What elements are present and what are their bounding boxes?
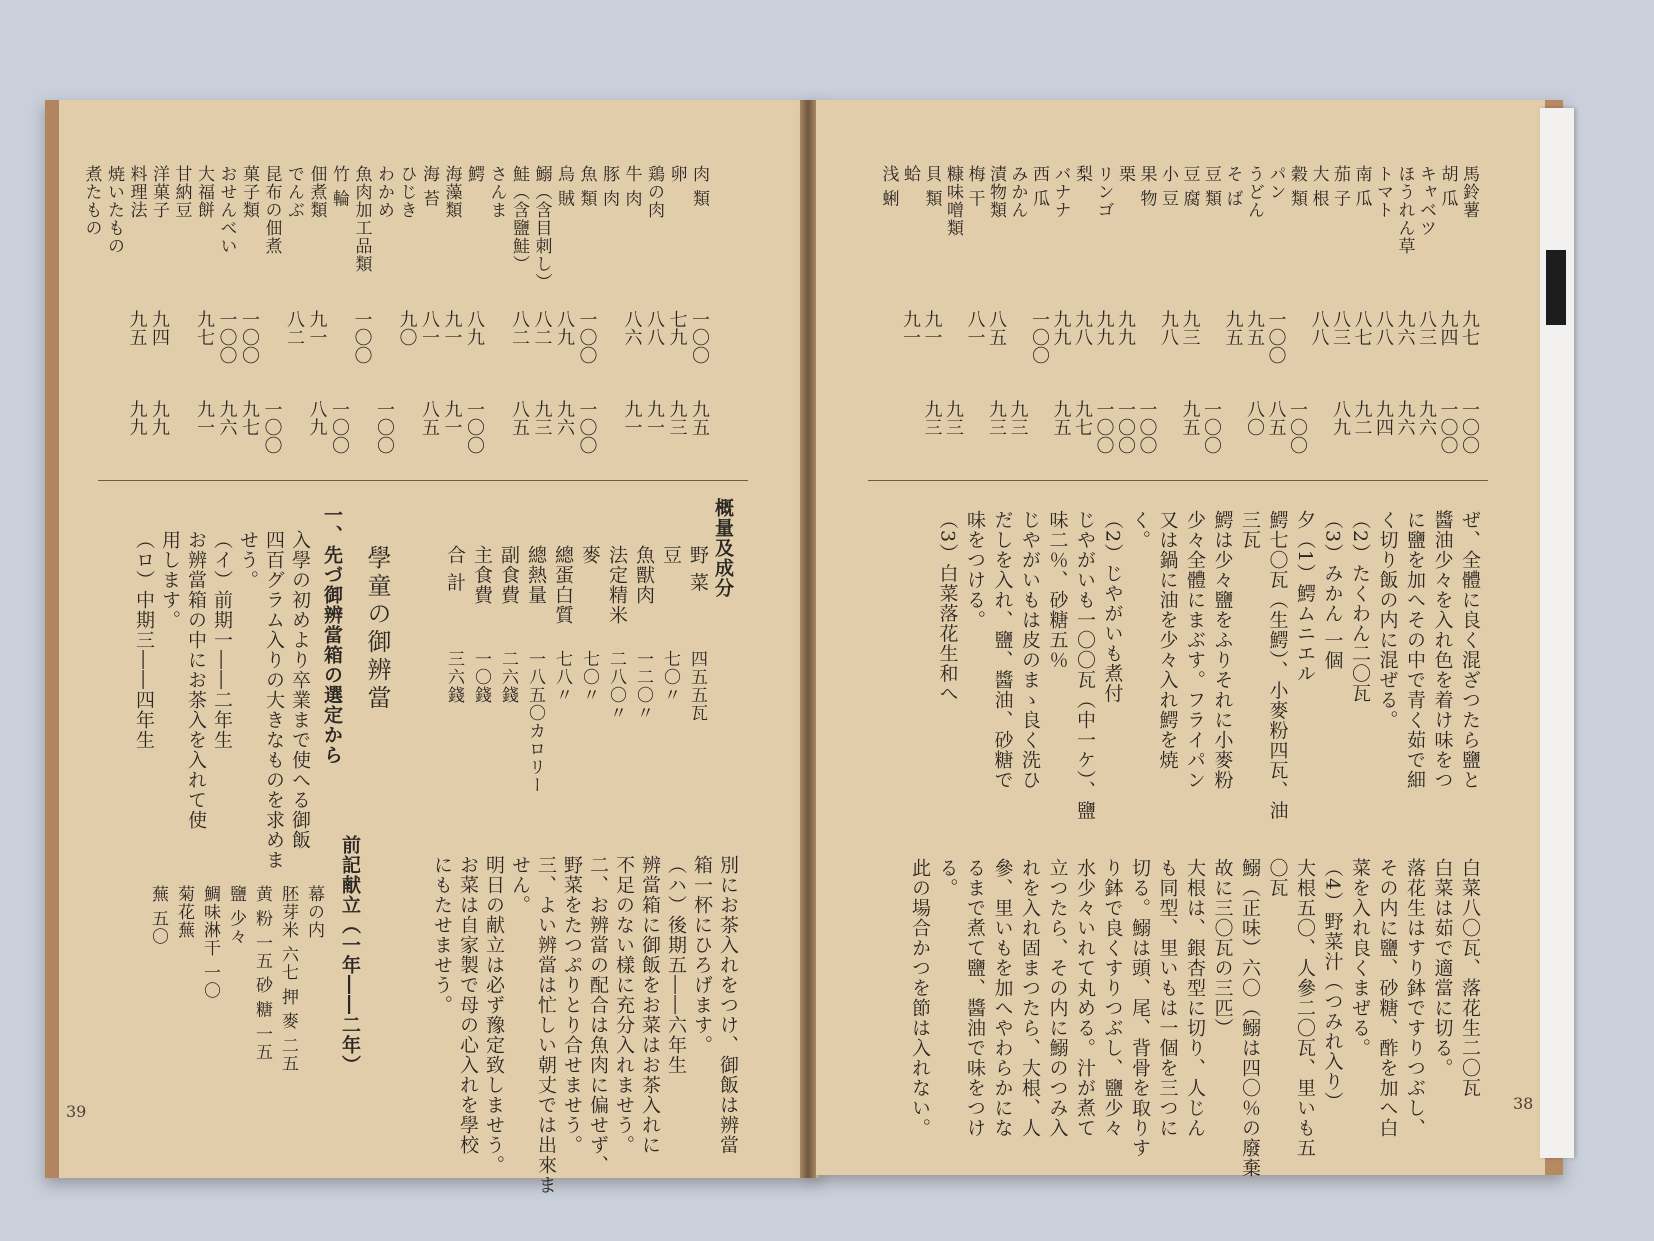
- table-item-label: 昆布の佃煮: [261, 165, 282, 255]
- nutrient-value: 三六錢: [444, 650, 464, 704]
- table-value-b: 九三: [986, 400, 1007, 436]
- table-value-a: 九七: [194, 310, 215, 346]
- menu-item: 蕪 五〇: [148, 885, 168, 946]
- body-text-line: れを入れ固まつたら、大根、人: [1019, 858, 1041, 1138]
- table-item-label: 栗: [1115, 165, 1135, 183]
- table-value-b: 九二: [1351, 400, 1373, 436]
- table-value-a: 九三: [1179, 310, 1201, 346]
- section-heading: 一、先づ御辨當箱の選定から: [321, 505, 343, 765]
- nutrient-label: 合 計: [444, 545, 466, 593]
- body-text-line: 菜を入れ良くまぜる。: [1349, 858, 1371, 1058]
- table-value-a: 八八: [644, 310, 665, 346]
- body-text-line: 又は鍋に油を少々入れ鰐を焼: [1156, 510, 1179, 770]
- table-item-label: 焼いたもの: [104, 165, 124, 255]
- body-text-line: （ロ）中期三――四年生: [133, 530, 155, 750]
- body-text-line: り鉢で良くすりつぶし、鹽少々: [1101, 858, 1124, 1138]
- table-value-a: 一〇〇: [576, 310, 598, 364]
- body-text-line: （2）たくわん二〇瓦: [1349, 510, 1371, 704]
- table-value-b: 九七: [1072, 400, 1093, 436]
- table-item-label: 大福餅: [194, 165, 214, 219]
- body-text-line: 入學の初めより卒業まで使へる御飯: [289, 530, 311, 850]
- body-text-line: お菜は自家製で母の心入れを學校: [457, 855, 479, 1155]
- table-item-label: 料理法: [126, 165, 147, 219]
- body-text-line: にもたせませう。: [431, 855, 453, 1015]
- table-value-b: 一〇〇: [1287, 400, 1308, 454]
- page-number-right: 38: [1513, 1094, 1534, 1113]
- table-value-a: 一〇〇: [216, 310, 238, 364]
- table-item-label: うどん: [1244, 165, 1264, 219]
- table-value-a: 九六: [1394, 310, 1416, 346]
- nutrient-value: 一二〇〃: [633, 650, 653, 722]
- table-item-label: 卵: [666, 165, 687, 183]
- body-text-line: 白菜は茹で適當に切る。: [1431, 858, 1454, 1078]
- table-item-label: 梨: [1072, 165, 1092, 183]
- table-item-label: 鶏の肉: [644, 165, 664, 219]
- table-item-label: 甘納豆: [171, 165, 192, 219]
- table-value-b: 九三: [921, 400, 943, 436]
- table-item-label: 浅 蜊: [878, 165, 899, 208]
- nutrient-value: 二八〇〃: [606, 650, 626, 722]
- table-item-label: 果 物: [1136, 165, 1157, 208]
- body-text-line: 味二％、砂糖五％: [1046, 510, 1069, 670]
- body-text-line: く切り飯の内に混ぜる。: [1376, 510, 1399, 730]
- table-value-b: 八九: [306, 400, 328, 436]
- nutrient-value: 七〇〃: [579, 650, 599, 704]
- table-item-label: 馬鈴薯: [1459, 165, 1479, 219]
- table-item-label: ほうれん草: [1394, 165, 1415, 255]
- table-value-a: 一〇〇: [351, 310, 373, 364]
- table-item-label: 茄 子: [1330, 165, 1350, 208]
- body-text-line: 此の場合かつを節は入れない。: [909, 858, 931, 1138]
- table-value-b: 一〇〇: [1459, 400, 1480, 454]
- table-item-label: 蛤: [900, 165, 920, 183]
- body-text-line: ぜ、全體に良く混ざつたら鹽と: [1459, 510, 1481, 790]
- nutrient-value: 一〇錢: [471, 650, 491, 704]
- table-item-label: 漬物類: [986, 165, 1006, 219]
- table-value-a: 八三: [1416, 310, 1437, 346]
- nutrient-label: 總蛋白質: [552, 545, 574, 625]
- body-text-line: 水少々いれて丸める。汁が煮て: [1074, 858, 1096, 1138]
- body-text-line: 立つたら、その内に鰯のつみ入: [1046, 858, 1069, 1138]
- table-item-label: 海 苔: [419, 165, 439, 208]
- nutrient-value: 四五五瓦: [687, 650, 707, 722]
- nutrient-label: 麥: [579, 545, 601, 565]
- body-text-line: 鰐七〇瓦（生鰐）、小麥粉四瓦、油: [1266, 510, 1289, 821]
- table-value-b: 九三: [1007, 400, 1029, 436]
- table-item-label: 豆 腐: [1179, 165, 1200, 208]
- body-text-line: 醬油少々を入れ色を着け味をつ: [1431, 510, 1454, 790]
- body-text-line: 辨當箱に御飯をお菜はお茶入れに: [639, 855, 661, 1155]
- nutrient-label: 總熱量: [525, 545, 547, 605]
- table-value-a: 九一: [306, 310, 328, 346]
- body-text-line: るまで煮て鹽、醬油で味をつけ: [964, 858, 986, 1138]
- table-item-label: さんま: [486, 165, 507, 219]
- menu-item: 胚芽米 六七 押 麥 二五: [278, 885, 298, 1073]
- body-text-line: 夕（1）鰐ムニエル: [1294, 510, 1316, 684]
- table-item-label: 魚肉加工品類: [351, 165, 372, 273]
- table-item-label: 鮭（含鹽鮭）: [509, 165, 529, 273]
- body-text-line: る。: [936, 858, 959, 898]
- table-value-b: 一〇〇: [1093, 400, 1115, 454]
- table-value-a: 九七: [1459, 310, 1480, 346]
- table-item-label: 菓子類: [239, 165, 259, 219]
- table-value-b: 九六: [216, 400, 238, 436]
- nutrient-value: 七〇〃: [660, 650, 680, 704]
- table-value-a: 八二: [284, 310, 305, 346]
- table-value-a: 一〇〇: [1029, 310, 1050, 364]
- table-item-label: ひじき: [396, 165, 417, 219]
- table-value-a: 九五: [126, 310, 148, 346]
- body-text-line: 大根は、銀杏型に切り、人じん: [1184, 858, 1206, 1138]
- table-item-label: 貝 類: [921, 165, 942, 208]
- right-divider: [868, 480, 1488, 481]
- table-value-b: 九一: [621, 400, 643, 436]
- table-value-a: 八七: [1351, 310, 1373, 346]
- table-value-a: 八二: [531, 310, 553, 346]
- table-value-a: 九〇: [396, 310, 418, 346]
- body-text-line: （イ）前期一――二年生: [211, 530, 233, 750]
- table-value-b: 一〇〇: [329, 400, 350, 454]
- table-item-label: パン: [1265, 165, 1286, 201]
- table-item-label: 煮たもの: [81, 165, 102, 237]
- body-text-line: 切る。鰯は頭、尾、背骨を取りす: [1129, 858, 1151, 1158]
- table-value-b: 一〇〇: [374, 400, 395, 454]
- body-text-line: （ハ）後期五――六年生: [665, 855, 687, 1075]
- nutrition-heading: 概量及成分: [712, 498, 734, 598]
- table-value-a: 八八: [1373, 310, 1394, 346]
- table-value-a: 一〇〇: [239, 310, 260, 364]
- table-item-label: バナナ: [1050, 165, 1071, 219]
- body-text-line: せう。: [237, 530, 259, 590]
- table-value-b: 一〇〇: [1115, 400, 1136, 454]
- table-item-label: 豚 肉: [599, 165, 619, 208]
- body-text-line: に鹽を加へその中で青く茹で細: [1404, 510, 1426, 790]
- body-text-line: お辨當箱の中にお茶入を入れて使: [185, 530, 207, 830]
- body-text-line: 味をつける。: [964, 510, 986, 630]
- table-value-a: 八九: [554, 310, 575, 346]
- menu-item: 黄 粉 一五 砂 糖 一五: [252, 885, 272, 1062]
- table-value-a: 一〇〇: [1265, 310, 1287, 364]
- table-value-a: 一〇〇: [689, 310, 710, 364]
- body-text-line: （3）白菜落花生和へ: [936, 510, 959, 704]
- section-title: 學童の御辨當: [363, 545, 391, 713]
- page-number-left: 39: [66, 1102, 87, 1121]
- nutrient-value: 一八五〇カロリー: [525, 650, 545, 794]
- table-item-label: リンゴ: [1093, 165, 1114, 219]
- table-value-a: 八一: [419, 310, 440, 346]
- table-value-b: 九三: [943, 400, 964, 436]
- table-value-a: 八三: [1330, 310, 1351, 346]
- table-value-a: 八五: [986, 310, 1007, 346]
- table-item-label: 西 瓜: [1029, 165, 1049, 208]
- table-value-a: 九一: [441, 310, 463, 346]
- body-text-line: 別にお茶入れをつけ、御飯は辨當: [717, 855, 739, 1155]
- table-item-label: でんぶ: [284, 165, 304, 219]
- table-value-a: 七九: [666, 310, 688, 346]
- body-text-line: （2）じやがいも煮付: [1101, 510, 1124, 704]
- table-item-label: 南 瓜: [1351, 165, 1372, 208]
- nutrient-label: 魚獸肉: [633, 545, 655, 605]
- table-value-b: 一〇〇: [464, 400, 485, 454]
- table-value-a: 九一: [900, 310, 921, 346]
- table-value-a: 八一: [964, 310, 986, 346]
- body-text-line: 故に三〇瓦の三匹）: [1211, 858, 1234, 1038]
- table-value-b: 九五: [1179, 400, 1201, 436]
- nutrient-label: 副食費: [498, 545, 520, 605]
- table-value-b: 九一: [441, 400, 463, 436]
- table-item-label: わかめ: [374, 165, 394, 219]
- table-item-label: キャベツ: [1416, 165, 1436, 237]
- table-value-b: 九六: [1394, 400, 1416, 436]
- table-value-b: 八五: [419, 400, 440, 436]
- body-text-line: 三瓦: [1239, 510, 1261, 550]
- nutrient-label: 野 菜: [687, 545, 709, 593]
- table-item-label: そ ば: [1222, 165, 1243, 208]
- body-text-line: 少々全體にまぶす。フライパン: [1184, 510, 1206, 790]
- body-text-line: 野菜をたつぷりとり合せませう。: [561, 855, 583, 1155]
- body-text-line: く。: [1129, 510, 1151, 550]
- body-text-line: その内に鹽、砂糖、酢を加へ白: [1376, 858, 1399, 1138]
- table-item-label: 梅 干: [964, 165, 985, 208]
- menu-item: 幕の内: [304, 885, 324, 939]
- menu-item: 鹽 少々: [226, 885, 246, 946]
- body-text-line: 箱一杯にひろげます。: [691, 855, 713, 1055]
- body-text-line: だしを入れ、鹽、醬油、砂糖で: [991, 510, 1014, 790]
- table-item-label: 牛 肉: [621, 165, 642, 208]
- menu-item: 菊花蕪: [174, 885, 194, 939]
- table-item-label: 佃煮類: [306, 165, 327, 219]
- body-text-line: 二、お辨當の配合は魚肉に偏せず、: [587, 855, 609, 1175]
- table-value-b: 九五: [689, 400, 710, 436]
- table-value-b: 八〇: [1244, 400, 1265, 436]
- body-text-line: じやがいも一〇〇瓦（中一ケ）、鹽: [1074, 510, 1096, 821]
- nutrient-label: 主食費: [471, 545, 493, 605]
- table-item-label: 大 根: [1308, 165, 1329, 208]
- table-item-label: 魚 類: [576, 165, 597, 208]
- body-text-line: 四百グラム入りの大きなものを求めま: [263, 530, 285, 870]
- menu-heading: 前記献立（一年――二年）: [339, 835, 361, 1075]
- body-text-line: 鰐は少々鹽をふりそれに小麥粉: [1211, 510, 1234, 790]
- table-item-label: 小 豆: [1158, 165, 1178, 208]
- table-value-a: 九五: [1244, 310, 1265, 346]
- table-value-b: 九七: [239, 400, 260, 436]
- menu-item: 鯛味淋干 一〇: [200, 885, 220, 1000]
- table-item-label: トマト: [1373, 165, 1393, 219]
- table-value-b: 九九: [126, 400, 148, 436]
- table-value-b: 一〇〇: [1201, 400, 1222, 454]
- table-value-a: 九八: [1158, 310, 1179, 346]
- table-value-a: 八六: [621, 310, 643, 346]
- body-text-line: 大根五〇、人參二〇瓦、里いも五: [1294, 858, 1316, 1158]
- body-text-line: 落花生はすり鉢ですりつぶし、: [1404, 858, 1426, 1138]
- table-value-b: 一〇〇: [1437, 400, 1459, 454]
- table-item-label: 肉 類: [689, 165, 709, 208]
- table-value-b: 九六: [1416, 400, 1437, 436]
- body-text-line: せん。: [509, 855, 531, 915]
- table-value-a: 九五: [1222, 310, 1244, 346]
- table-item-label: 胡 瓜: [1437, 165, 1458, 208]
- table-value-b: 八九: [1330, 400, 1351, 436]
- table-value-b: 九九: [149, 400, 170, 436]
- table-value-a: 九四: [1437, 310, 1459, 346]
- left-divider: [98, 480, 748, 481]
- table-value-b: 九五: [1050, 400, 1072, 436]
- body-text-line: 明日の献立は必ず豫定致しませう。: [483, 855, 505, 1175]
- body-text-line: じやがいもは皮のまゝ良く洗ひ: [1019, 510, 1041, 790]
- table-value-a: 九九: [1115, 310, 1136, 346]
- table-value-b: 九三: [531, 400, 553, 436]
- body-text-line: 〇瓦: [1266, 858, 1289, 898]
- index-tab: [1546, 250, 1566, 325]
- table-value-b: 九一: [644, 400, 665, 436]
- table-value-b: 八五: [509, 400, 530, 436]
- table-item-label: 穀 類: [1287, 165, 1307, 208]
- table-value-a: 八八: [1308, 310, 1330, 346]
- nutrient-label: 法定精米: [606, 545, 628, 625]
- table-item-label: 鰐: [464, 165, 484, 183]
- table-item-label: おせんべい: [216, 165, 237, 255]
- body-text-line: 白菜八〇瓦、落花生二〇瓦: [1459, 858, 1481, 1098]
- book-gutter: [800, 100, 816, 1178]
- table-value-b: 九一: [194, 400, 215, 436]
- table-item-label: 竹 輪: [329, 165, 349, 208]
- body-text-line: 鰯（正味）六〇（鰯は四〇％の廢棄: [1239, 858, 1261, 1178]
- body-text-line: 參、里いもを加へやわらかにな: [991, 858, 1014, 1138]
- table-value-a: 八二: [509, 310, 530, 346]
- body-text-line: （3）みかん 一個: [1321, 510, 1344, 671]
- body-text-line: 三、よい辨當は忙しい朝丈では出來ま: [535, 855, 557, 1195]
- body-text-line: （4）野菜汁（つみれ入り）: [1321, 858, 1344, 1112]
- nutrient-label: 豆: [660, 545, 682, 565]
- table-value-a: 九九: [1093, 310, 1115, 346]
- table-value-b: 一〇〇: [1136, 400, 1158, 454]
- table-value-b: 九六: [554, 400, 575, 436]
- table-value-a: 九四: [149, 310, 170, 346]
- table-item-label: 鰯（含目刺し）: [531, 165, 552, 291]
- table-value-b: 一〇〇: [576, 400, 598, 454]
- table-value-b: 九三: [666, 400, 688, 436]
- nutrient-value: 二六錢: [498, 650, 518, 704]
- table-value-b: 九四: [1373, 400, 1394, 436]
- nutrient-value: 七八〃: [552, 650, 572, 704]
- table-item-label: 烏 賊: [554, 165, 574, 208]
- table-item-label: 洋菓子: [149, 165, 169, 219]
- table-item-label: 豆 類: [1201, 165, 1221, 208]
- table-value-a: 九一: [921, 310, 943, 346]
- body-text-line: も同型、里いもは一個を三つに: [1156, 858, 1179, 1138]
- table-value-a: 九九: [1050, 310, 1072, 346]
- table-item-label: 海藻類: [441, 165, 462, 219]
- table-value-b: 一〇〇: [261, 400, 283, 454]
- table-value-a: 九八: [1072, 310, 1093, 346]
- body-text-line: 不足のない樣に充分入れませう。: [613, 855, 635, 1155]
- table-item-label: 糠味噌類: [943, 165, 963, 237]
- table-value-b: 八五: [1265, 400, 1287, 436]
- body-text-line: 用します。: [159, 530, 181, 630]
- table-value-a: 八九: [464, 310, 485, 346]
- table-item-label: みかん: [1007, 165, 1028, 219]
